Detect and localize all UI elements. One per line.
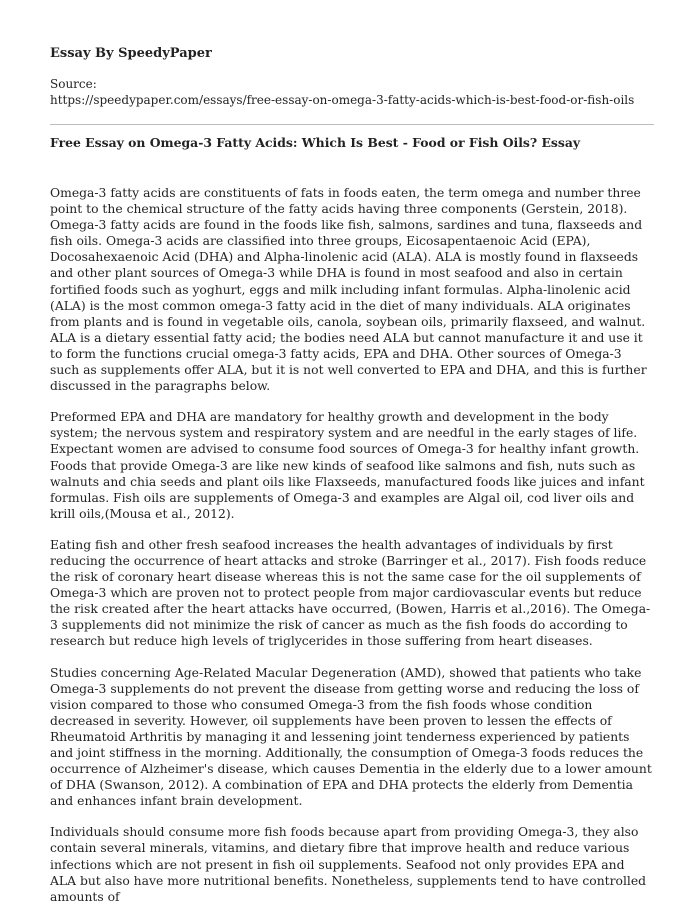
essay-body [50, 185, 654, 905]
paragraph-1: Omega-3 fatty acids are constituents of fats in foods eaten, the term omega and number three point to the chemical structure of the fatty acids having three components (Gerstein, 2018). Omega-3 fatty acids are found in the foods like fish, salmons, sardines and tuna, flaxseeds and fish oils. Omega-3 acids are classified into three groups, Eicosapentaenoic Acid (EPA), Docosahexaenoic Acid (DHA) and Alpha-linolenic acid (ALA). ALA is mostly found in flaxseeds and other plant sources of Omega-3 while DHA is found in most seafood and also in certain fortified foods such as yoghurt, eggs and milk including infant formulas. Alpha-linolenic acid (ALA) is the most common omega-3 fatty acid in the diet of many individuals. ALA originates from plants and is found in vegetable oils, canola, soybean oils, primarily flaxseed, and walnut. ALA is a dietary essential fatty acid; the bodies need ALA but cannot manufacture it and use it to form the functions crucial omega-3 fatty acids, EPA and DHA. Other sources of Omega-3 such as supplements offer ALA, but it is not well converted to EPA and DHA, and this is further discussed in the paragraphs below. [50, 186, 647, 394]
paragraph-2: Preformed EPA and DHA are mandatory for healthy growth and development in the body system; the nervous system and respiratory system and are needful in the early stages of life. Expectant women are advised to consume food sources of Omega-3 for healthy infant growth. Foods that provide Omega-3 are like new kinds of seafood like salmons and fish, nuts such as walnuts and chia seeds and plant oils like Flaxseeds, manufactured foods like juices and infant formulas. Fish oils are supplements of Omega-3 and examples are Algal oil, cod liver oils and krill oils,(Mousa et al., 2012). [50, 410, 645, 521]
paragraph-5: Individuals should consume more fish foods because apart from providing Omega-3, they also contain several minerals, vitamins, and dietary fibre that improve health and reduce various infections which are not present in fish oil supplements. Seafood not only provides EPA and ALA but also have more nutritional benefits. Nonetheless, supplements tend to have controlled amounts of [50, 825, 647, 904]
source-label: Source: [50, 77, 97, 91]
document-page [50, 0, 654, 920]
paragraph-3: Eating fish and other fresh seafood increases the health advantages of individuals by first reducing the occurrence of heart attacks and stroke (Barringer et al., 2017). Fish foods reduce the risk of coronary heart disease whereas this is not the same case for the oil supplements of Omega-3 which are proven not to protect people from major cardiovascular events but reduce the risk created after the heart attacks have occurred, (Bowen, Harris et al.,2016). The Omega-3 supplements did not minimize the risk of cancer as much as the fish foods do according to research but reduce high levels of triglycerides in those suffering from heart diseases. [50, 537, 651, 649]
header-divider [50, 124, 654, 125]
paragraph-4: Studies concerning Age-Related Macular Degeneration (AMD), showed that patients who take Omega-3 supplements do not prevent the disease from getting worse and reducing the loss of vision compared to those who consumed Omega-3 from the fish foods whose condition decreased in severity. However, oil supplements have been proven to lessen the effects of Rheumatoid Arthritis by managing it and lessening joint tenderness experienced by patients and joint stiffness in the morning. Additionally, the consumption of Omega-3 foods reduces the occurrence of Alzheimer's disease, which causes Dementia in the elderly due to a lower amount of DHA (Swanson, 2012). A combination of EPA and DHA protects the elderly from Dementia and enhances infant brain development. [50, 665, 652, 809]
essay-title: Free Essay on Omega-3 Fatty Acids: Which Is Best - Food or Fish Oils? Essay [50, 135, 581, 150]
source-url: https://speedypaper.com/essays/free-essay-on-omega-3-fatty-acids-which-is-best-food-or-fish-oils [50, 93, 635, 107]
brand-heading: Essay By SpeedyPaper [50, 46, 212, 61]
source-block [50, 76, 654, 108]
